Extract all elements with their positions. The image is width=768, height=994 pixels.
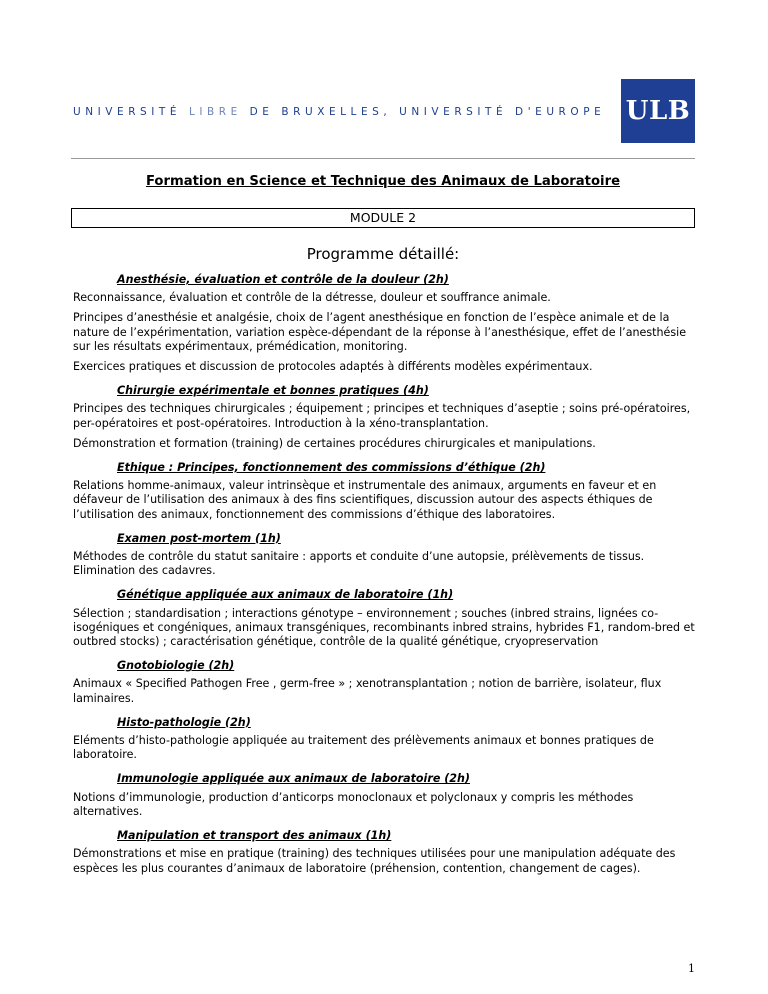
program-section (73, 659, 697, 706)
section-heading: Génétique appliquée aux animaux de laboratoire (1h) (117, 588, 454, 602)
section-paragraph: Démonstrations et mise en pratique (training) des techniques utilisées pour une manipulation adéquate des espèces les plus courantes d’animaux de laboratoire (préhension, contention, changement de cages). (73, 847, 676, 875)
ulb-logo: ULB (621, 79, 695, 143)
section-paragraph: Exercices pratiques et discussion de protocoles adaptés à différents modèles expérimentaux. (73, 360, 593, 374)
tagline-rest: DE BRUXELLES, UNIVERSITÉ D'EUROPE (249, 106, 606, 118)
program-section (73, 772, 697, 819)
section-paragraph: Reconnaissance, évaluation et contrôle de la détresse, douleur et souffrance animale. (73, 291, 551, 305)
section-heading: Chirurgie expérimentale et bonnes pratiques (4h) (117, 384, 429, 398)
section-heading: Manipulation et transport des animaux (1h) (117, 829, 392, 843)
section-paragraph: Eléments d’histo-pathologie appliquée au traitement des prélèvements animaux et bonnes pratiques de laboratoire. (73, 734, 654, 762)
section-heading: Ethique : Principes, fonctionnement des commissions d’éthique (2h) (117, 461, 546, 475)
document-title: Formation en Science et Technique des Animaux de Laboratoire (145, 174, 621, 189)
program-section (73, 384, 697, 451)
section-paragraph: Démonstration et formation (training) de certaines procédures chirurgicales et manipulations. (73, 436, 596, 450)
tagline-universite: UNIVERSITÉ (73, 106, 189, 118)
section-paragraph: Principes d’anesthésie et analgésie, choix de l’agent anesthésique en fonction de l’espèce animale et de la nature de l’expérimentation, variation espèce-dépendant de la réponse à l’anesthésique, effet de l’anesthésie sur les résultats expérimentaux, prémédication, monitoring. (73, 311, 687, 353)
section-paragraph: Méthodes de contrôle du statut sanitaire : apports et conduite d’une autopsie, prélèvements de tissus. Elimination des cadavres. (73, 550, 645, 578)
section-heading: Examen post-mortem (1h) (117, 531, 281, 545)
program-content (73, 273, 697, 886)
section-heading: Gnotobiologie (2h) (117, 659, 235, 673)
section-paragraph: Animaux « Specified Pathogen Free , germ-free » ; xenotransplantation ; notion de barrière, isolateur, flux laminaires. (73, 677, 662, 705)
section-paragraph: Sélection ; standardisation ; interactions génotype – environnement ; souches (inbred strains, lignées co-isogéniques et congéniques, animaux transgéniques, recombinants inbred strains, hybrides F1, random-bred et outbred stocks) ; caractérisation génétique, contrôle de la qualité génétique, cryopreservation (73, 606, 695, 649)
section-paragraph: Relations homme-animaux, valeur intrinsèque et instrumentale des animaux, arguments en faveur et en défaveur de l’utilisation des animaux à des fins scientifiques, discussion autour des aspects éthiques de l’utilisation des animaux, fonctionnement des commissions d’éthique des laboratoires. (73, 479, 657, 521)
program-section (73, 273, 697, 374)
section-paragraph: Notions d’immunologie, production d’anticorps monoclonaux et polyclonaux y compris les méthodes alternatives. (73, 790, 634, 818)
program-section (73, 461, 697, 522)
section-heading: Histo-pathologie (2h) (117, 715, 251, 729)
section-paragraph: Principes des techniques chirurgicales ; équipement ; principes et techniques d’aseptie ; soins pré-opératoires, per-opératoires et post-opératoires. Introduction à la xéno-transplantation. (73, 402, 691, 430)
tagline-libre: LIBRE (188, 106, 250, 118)
header-divider (71, 158, 695, 159)
section-heading: Immunologie appliquée aux animaux de laboratoire (2h) (117, 772, 470, 786)
program-section (73, 532, 697, 579)
program-section (73, 829, 697, 876)
program-section (73, 716, 697, 763)
section-heading: Anesthésie, évaluation et contrôle de la douleur (2h) (117, 273, 449, 286)
university-tagline (73, 106, 605, 118)
module-label: MODULE 2 (71, 208, 695, 228)
page-number: 1 (688, 962, 695, 975)
program-title: Programme détaillé: (306, 245, 460, 263)
program-section (73, 588, 697, 649)
